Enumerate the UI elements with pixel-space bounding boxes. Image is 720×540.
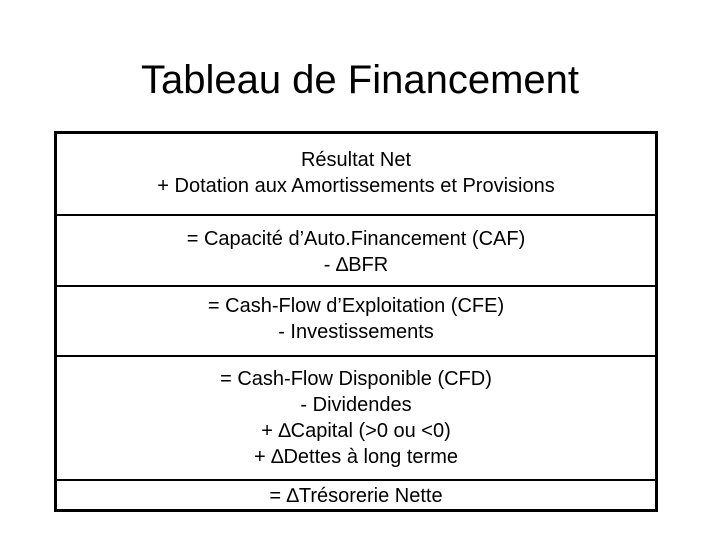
- line-delta-bfr: - ∆BFR: [323, 254, 389, 276]
- divider: [57, 355, 655, 357]
- line-depreciation: + Dotation aux Amortissements et Provisions: [157, 175, 555, 197]
- line-dividends: - Dividendes: [300, 394, 412, 416]
- section-net-result: [57, 147, 655, 199]
- section-treasury: [57, 483, 655, 509]
- line-cfd: = Cash-Flow Disponible (CFD): [220, 368, 492, 390]
- section-cfd: [57, 366, 655, 470]
- line-net-treasury: = ∆Trésorerie Nette: [269, 485, 443, 507]
- line-caf: = Capacité d’Auto.Financement (CAF): [186, 228, 526, 250]
- divider: [57, 479, 655, 481]
- divider: [57, 214, 655, 216]
- page-title: Tableau de Financement: [140, 58, 580, 102]
- line-investments: - Investissements: [278, 321, 434, 343]
- section-cfe: [57, 293, 655, 345]
- line-cfe: = Cash-Flow d’Exploitation (CFE): [207, 295, 505, 317]
- financing-table: [54, 131, 658, 512]
- section-caf: [57, 226, 655, 278]
- divider: [57, 285, 655, 287]
- line-delta-debt: + ∆Dettes à long terme: [253, 446, 458, 468]
- line-delta-capital: + ∆Capital (>0 ou <0): [261, 420, 451, 442]
- line-net-result: Résultat Net: [300, 149, 412, 171]
